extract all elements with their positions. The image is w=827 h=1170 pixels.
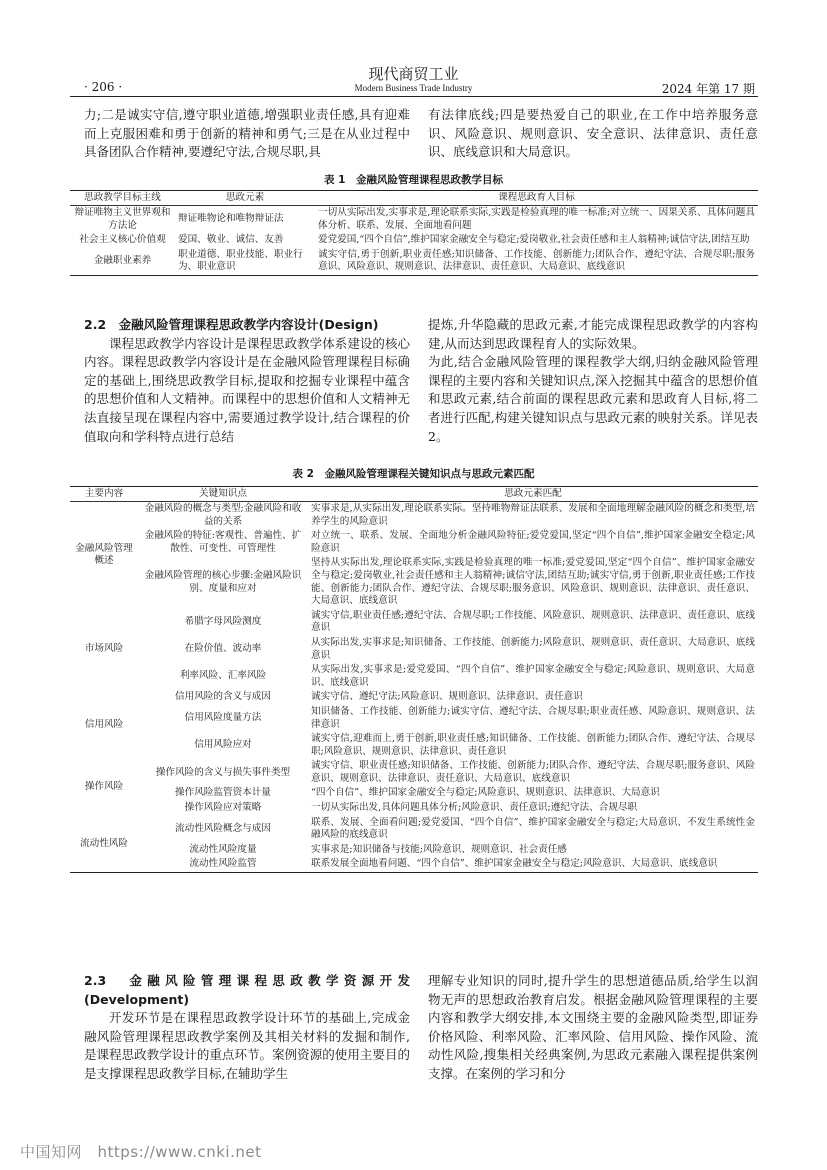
table-row — [70, 816, 758, 843]
paragraph: 为此,结合金融风险管理的课程教学大纲,归纳金融风险管理课程的主要内容和关键知识点,深入挖掘其中蕴含的思想价值和思政元素,结合前面的课程思政元素和思政育人目标,将二者进行匹配,构建关键知识点与思政元素的映射关系。详见表 2。 — [428, 354, 758, 444]
section-heading: 2.3 金融风险管理课程思政教学资源开发(Development) — [84, 973, 410, 1007]
cnki-watermark: 中国知网 https://www.cnki.net — [20, 1143, 262, 1161]
table-cell: 坚持从实际出发,理论联系实际,实践是检验真理的唯一标准;爱党爱国,坚定“四个自信”、维护国家金融安全与稳定;爱岗敬业,社会责任感和主人翁精神;诚信守法,团结互助;诚实守信,勇于创新,职业责任感;工作技能、创新能力;团队合作、遵纪守法、合规尽职;服务意识、风险意识、规则意识、法律意识、责任意识、大局意识、底线意识 — [311, 557, 755, 607]
table-cell: 金融风险的概念与类型;金融风险和收益的关系 — [144, 503, 302, 527]
journal-title-cn: 现代商贸工业 — [368, 65, 459, 83]
table-row — [70, 206, 758, 234]
paragraph: 有法律底线;四是要热爱自己的职业,在工作中培养服务意识、风险意识、规则意识、安全意识、法律意识、责任意识、底线意识和大局意识。 — [428, 107, 758, 160]
table-row — [70, 732, 758, 759]
table-cell: 金融风险的特征:客观性、普遍性、扩散性、可变性、可管理性 — [144, 530, 302, 554]
column-header: 关键知识点 — [138, 487, 308, 502]
table-cell: 一切从实际出发,具体问题具体分析;风险意识、责任意识;遵纪守法、合规尽职 — [311, 802, 638, 814]
table-cell: 金融风险管理的核心步骤:金融风险识别、度量和应对 — [144, 569, 302, 594]
table-row — [70, 801, 758, 816]
journal-title-en: Modern Business Trade Industry — [354, 83, 473, 93]
table-cell: 流动性风险监管 — [189, 858, 257, 870]
table-cell: 流动性风险度量 — [189, 843, 257, 855]
table-row — [70, 786, 758, 801]
table-cell: 诚实守信,勇于创新,职业责任感;知识储备、工作技能、创新能力;团队合作、遵纪守法、合规尽职;服务意识、风险意识、规则意识、法律意识、责任意识、大局意识、底线意识 — [318, 248, 755, 273]
paragraph: 提炼,升华隐藏的思政元素,才能完成课程思政教学的内容构建,从而达到思政课程育人的实际效果。 — [428, 317, 758, 351]
table-cell: 职业道德、职业技能、职业行为、职业意识 — [178, 248, 303, 273]
table-cell: 知识储备、工作技能、创新能力;诚实守信、遵纪守法、合规尽职;职业责任感、风险意识、规则意识、法律意识 — [311, 705, 755, 730]
table-header-row — [70, 487, 758, 502]
table-cell-content: 市场风险 — [84, 643, 124, 655]
paragraph: 课程思政教学内容设计是课程思政教学体系建设的核心内容。课程思政教学内容设计是在金融风险管理课程目标确定的基础上,围绕思政教学目标,提取和挖掘专业课程中蕴含的思想价值和人文精神。而课程中的思想价值和人文精神无法直接呈现在课程内容中,需要通过教学设计,结合课程的价值取向和学科特点进行总结 — [84, 335, 410, 444]
table-cell: 实事求是,从实际出发,理论联系实际。坚持唯物辩证法联系、发展和全面地理解金融风险的概念和类型,培养学生的风险意识 — [311, 503, 755, 527]
table-cell: 信用风险度量方法 — [184, 712, 262, 724]
table-row — [70, 705, 758, 732]
table-cell-content: 金融风险管理概述 — [75, 542, 133, 567]
table-cell: 在险价值、波动率 — [184, 643, 262, 655]
table-cell: 对立统一、联系、发展、全面地分析金融风险特征;爱党爱国,坚定“四个自信”,维护国家金融安全稳定;风险意识 — [311, 530, 755, 554]
table-cell: 诚实守信,职业责任感;遵纪守法、合规尽职;工作技能、风险意识、规则意识、法律意识、责任意识、底线意识 — [311, 609, 755, 634]
table-cell-content: 信用风险 — [84, 718, 124, 730]
table-row — [70, 556, 758, 608]
table2 — [70, 486, 758, 873]
paragraph: 力;二是诚实守信,遵守职业道德,增强职业责任感,具有迎难而上克服困难和勇于创新的精神和勇气;三是在从业过程中具备团队合作精神,要遵纪守法,合规尽职,具 — [84, 107, 410, 160]
column-header: 主要内容 — [70, 487, 138, 502]
section-heading: 2.2 金融风险管理课程思政教学内容设计(Design) — [84, 317, 379, 332]
table-cell: 信用风险的含义与成因 — [175, 691, 271, 703]
table-header-row — [70, 191, 758, 206]
table-cell: 希腊字母风险测度 — [184, 616, 262, 628]
table-cell: 爱国、敬业、诚信、友善 — [178, 234, 284, 246]
column-header: 思政元素匹配 — [308, 487, 758, 502]
table-row — [70, 529, 758, 556]
table-cell: 辩证唯物论和唯物辩证法 — [178, 213, 284, 225]
section23-right — [428, 972, 758, 1084]
table-cell: “四个自信”、维护国家金融安全与稳定;风险意识、规则意识、法律意识、大局意识 — [311, 787, 660, 799]
table-row — [70, 857, 758, 872]
table-cell: 诚实守信、遵纪守法;风险意识、规则意识、法律意识、责任意识 — [311, 691, 583, 703]
paragraph: 理解专业知识的同时,提升学生的思想道德品质,给学生以润物无声的思想政治教育启发。根据金融风险管理课程的主要内容和教学大纲安排,本文围绕主要的金融风险类型,即证券价格风险、利率风险、汇率风险、信用风险、操作风险、流动性风险,搜集相关经典案例,为思政元素融入课程提供案例支撑。在案例的学习和分 — [428, 973, 758, 1081]
table2-caption: 表 2 金融风险管理课程关键知识点与思政元素匹配 — [292, 468, 535, 480]
table-cell: 辩证唯物主义世界观和方法论 — [74, 207, 171, 231]
table-row — [70, 690, 758, 705]
table-cell: 从实际出发,实事求是;爱党爱国、“四个自信”、维护国家金融安全与稳定;风险意识、规则意识、大局意识、底线意识 — [311, 664, 755, 688]
table-cell: 联系发展全面地看问题、“四个自信”、维护国家金融安全与稳定;风险意识、大局意识、底线意识 — [311, 858, 718, 870]
table-cell: 联系、发展、全面看问题;爱党爱国、“四个自信”、维护国家金融安全与稳定;大局意识、不发生系统性金融风险的底线意识 — [311, 816, 755, 841]
table-row — [70, 843, 758, 858]
table-cell: 实事求是;知识储备与技能;风险意识、规则意识、社会责任感 — [311, 843, 567, 855]
issue-label: 2024 年第 17 期 — [661, 82, 755, 96]
top-left-text — [84, 106, 410, 162]
page-number: · 206 · — [84, 80, 123, 94]
section22-left — [84, 316, 410, 446]
table-cell-content: 操作风险 — [84, 781, 124, 793]
table-cell: 信用风险应对 — [194, 739, 252, 751]
column-header: 思政教学目标主线 — [70, 191, 175, 206]
table-cell: 爱党爱国,“四个自信”,维护国家金融安全与稳定;爱岗敬业,社会责任感和主人翁精神;诚信守法,团结互助 — [318, 234, 750, 246]
table-row — [70, 609, 758, 636]
table-cell: 操作风险的含义与损失事件类型 — [155, 766, 291, 778]
table-cell: 从实际出发,实事求是;知识储备、工作技能、创新能力;风险意识、规则意识、责任意识、大局意识、底线意识 — [311, 636, 755, 661]
table-row — [70, 233, 758, 248]
table1-caption: 表 1 金融风险管理课程思政教学目标 — [324, 174, 503, 186]
column-header: 课程思政育人目标 — [315, 191, 758, 206]
table-cell: 诚实守信、职业责任感;知识储备、工作技能、创新能力;团队合作、遵纪守法、合规尽职;服务意识、风险意识、规则意识、法律意识、责任意识、大局意识、底线意识 — [311, 760, 755, 784]
table-cell: 金融职业素养 — [93, 255, 152, 267]
section22-right — [428, 316, 758, 446]
table-row — [70, 663, 758, 690]
table-cell: 社会主义核心价值观 — [79, 234, 166, 246]
table-row — [70, 759, 758, 786]
table-cell: 流动性风险概念与成因 — [175, 822, 271, 834]
table-cell-content: 流动性风险 — [80, 837, 128, 849]
table-cell: 操作风险应对策略 — [184, 802, 262, 814]
paragraph: 开发环节是在课程思政教学设计环节的基础上,完成金融风险管理课程思政教学案例及其相关材料的发掘和制作,是课程思政教学设计的重点环节。案例资源的使用主要目的是支撑课程思政教学目标,在辅助学生 — [84, 1010, 410, 1081]
table1 — [70, 190, 758, 276]
table-cell: 操作风险监管资本计量 — [175, 787, 271, 799]
table-cell: 诚实守信,迎难而上,勇于创新,职业责任感;知识储备、工作技能、创新能力;团队合作、遵纪守法、合规尽职;风险意识、规则意识、法律意识、责任意识 — [311, 733, 755, 757]
table-row — [70, 636, 758, 663]
header-rule — [70, 96, 758, 97]
table-row — [70, 248, 758, 276]
column-header: 思政元素 — [175, 191, 315, 206]
table-cell: 利率风险、汇率风险 — [179, 670, 267, 682]
table-cell: 一切从实际出发,实事求是,理论联系实际,实践是检验真理的唯一标准;对立统一、因果关系、具体问题具体分析、联系、发展、全面地看问题 — [318, 207, 755, 231]
table-row — [70, 502, 758, 530]
top-right-text — [428, 106, 758, 162]
section23-left — [84, 972, 410, 1084]
